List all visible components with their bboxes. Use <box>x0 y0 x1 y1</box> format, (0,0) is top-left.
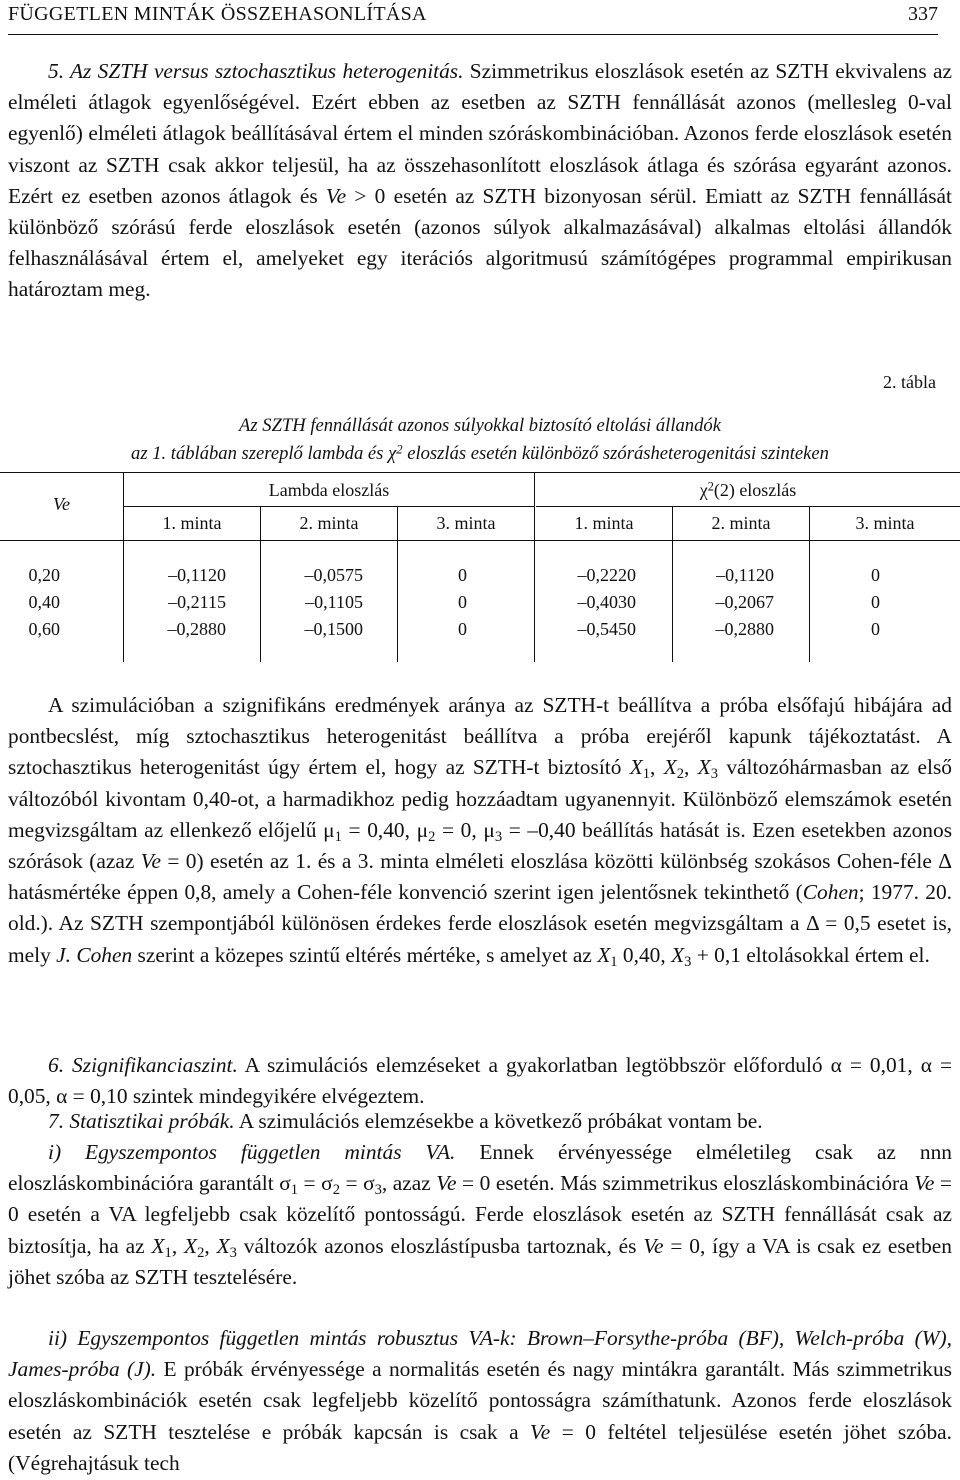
table-top-rule <box>0 472 960 473</box>
running-title: FÜGGETLEN MINTÁK ÖSSZEHASONLÍTÁSA <box>8 3 427 25</box>
table-cell: –0,1120 <box>168 565 226 585</box>
group-header-chi2: $\chi^2(2)$ eloszlás <box>699 479 797 500</box>
sub-header: 1. minta <box>574 513 634 533</box>
sub-header: 2. minta <box>299 513 359 533</box>
table-cell: –0,5450 <box>577 619 636 639</box>
paragraph-i-oneway-anova: i) Egyszempontos független mintás VA. Ennek érvényessége elméletileg csak az nnn eloszláskombinációra garantált $\sigma_1 = \sigma_2 = \sigma_3$, azaz Ve = 0 esetén. Más szimmetrikus eloszláskombinációra Ve = 0 esetén a VA legfeljebb csak közelítő pontosságú. Ferde eloszlások esetén az SZTH fennállását csak az biztosítja, ha az $X_1$, $X_2$, $X_3$ változók azonos eloszlástípusba tartoznak, és Ve = 0, így a VA is csak ez esetben jöhet szóba az SZTH tesztelésére. <box>8 1140 952 1289</box>
section-heading: ii) Egyszempontos független mintás robusztus VA-k: Brown–Forsythe-próba (BF), Welch-próba (W), James-próba (J). <box>8 1326 952 1382</box>
sub-header: 2. minta <box>711 513 771 533</box>
section-heading: 5. Az SZTH versus sztochasztikus heterogenitás. <box>48 59 464 83</box>
table-cell: –0,1120 <box>716 565 774 585</box>
section-heading: 6. Szignifikanciaszint. <box>48 1053 238 1077</box>
table-cell: 0 <box>871 565 880 585</box>
section-heading: i) Egyszempontos független mintás VA. <box>48 1140 456 1164</box>
table-cell: –0,2880 <box>167 619 226 639</box>
table-row-ve: 0,40 <box>28 592 60 612</box>
group-header-lambda: Lambda eloszlás <box>268 480 390 500</box>
paragraph-7-statistical-tests: 7. Statisztikai próbák. A szimulációs elemzésekbe a következő próbákat vontam be. <box>48 1109 763 1133</box>
table-cell: 0 <box>458 592 467 612</box>
paragraph-6-significance-level: 6. Szignifikanciaszint. A szimulációs elemzéseket a gyakorlatban legtöbbször előforduló α = 0,01, α = 0,05, α = 0,10 szintek mindegyikére elvégeztem. <box>8 1053 953 1109</box>
sub-header: 3. minta <box>436 513 496 533</box>
table-cell: 0 <box>871 592 880 612</box>
table-caption-line-2: az 1. táblában szereplő lambda és $\chi^2$ eloszlás esetén különböző szórásheterogenitási szinteken <box>131 442 829 464</box>
sub-header: 1. minta <box>162 513 222 533</box>
header-bottom-rule <box>0 540 960 541</box>
col-rule <box>534 472 535 662</box>
table-cell: –0,2220 <box>577 565 636 585</box>
table-cell: –0,4030 <box>577 592 636 612</box>
table-cell: 0 <box>458 619 467 639</box>
page-number: 337 <box>908 3 938 25</box>
group1-rule <box>124 506 534 507</box>
table-cell: 0 <box>871 619 880 639</box>
table-cell: –0,2067 <box>715 592 774 612</box>
sub-header: 3. minta <box>855 513 915 533</box>
table-number: 2. tábla <box>883 372 936 392</box>
running-header <box>8 0 938 36</box>
table-cell: 0 <box>458 565 467 585</box>
col-header-ve: Ve <box>53 494 70 514</box>
header-rule <box>8 34 938 35</box>
paragraph-ii-robust-anova: ii) Egyszempontos független mintás robusztus VA-k: Brown–Forsythe-próba (BF), Welch-próba (W), James-próba (J). E próbák érvényessége a normalitás esetén és nagy mintákra garantált. Más szimmetrikus eloszláskombinációk esetén csak legfeljebb közelítő pontosságra számíthatunk. Azonos ferde eloszlások esetén az SZTH tesztelése e próbák kapcsán is csak a Ve = 0 feltétel teljesülése esetén jöhet szóba. (Végrehajtásuk tech <box>8 1326 953 1475</box>
group2-rule <box>536 506 960 507</box>
table-cell: –0,1500 <box>304 619 363 639</box>
table-cell: –0,0575 <box>304 565 363 585</box>
table-cell: –0,2880 <box>715 619 774 639</box>
table-cell: –0,1105 <box>305 592 363 612</box>
table-caption-line-1: Az SZTH fennállását azonos súlyokkal biztosító eltolási állandók <box>239 415 721 436</box>
table-row-ve: 0,20 <box>28 565 60 585</box>
section-heading: 7. Statisztikai próbák. <box>48 1109 235 1133</box>
paragraph-5-szth-vs-heterogeneity: 5. Az SZTH versus sztochasztikus heterogenitás. Szimmetrikus eloszlások esetén az SZTH ekvivalens az elméleti átlagok egyenlőségével. Ezért ebben az esetben az SZTH fennállását azonos (mellesleg 0-val egyenlő) elméleti átlagok beállításával értem el minden szóráskombinációban. Azonos ferde eloszlások esetén viszont az SZTH csak akkor teljesül, ha az összehasonlított eloszlások átlaga és szórása egyaránt azonos. Ezért ez esetben azonos átlagok és Ve > 0 esetén az SZTH bizonyosan sérül. Emiatt az SZTH fennállását különböző szórású ferde eloszlások esetén (azonos súlyok alkalmazásával) alkalmas eltolási állandók felhasználásával értem el, amelyeket egy iterációs algoritmusú számítógépes programmal empirikusan határoztam meg. <box>8 59 952 302</box>
paragraph-simulation-results: A szimulációban a szignifikáns eredmények aránya az SZTH-t beállítva a próba elsőfajú hibájára ad pontbecslést, míg sztochasztikus heterogenitást beállítva a próba erejéről kapunk tájékoztatást. A sztochasztikus heterogenitást úgy értem el, hogy az SZTH-t biztosító $X_1$, $X_2$, $X_3$ változóhármasban az első változóból kivontam 0,40-ot, a harmadikhoz pedig hozzáadtam ugyanennyit. Különböző elemszámok esetén megvizsgáltam az ellenkező előjelű $\mu_1 = 0,40$, $\mu_2 = 0$, $\mu_3 = -0,40$ beállítás hatását is. Ezen esetekben azonos szórások (azaz Ve = 0) esetén az 1. és a 3. minta elméleti eloszlása közötti különbség szokásos Cohen-féle Δ hatásmértéke éppen 0,8, amely a Cohen-féle konvenció szerint igen jelentősnek tekinthető (Cohen; 1977. 20. old.). Az SZTH szempontjából különösen érdekes ferde eloszlások esetén megvizsgáltam a Δ = 0,5 esetet is, mely J. Cohen szerint a közepes szintű eltérés mértéke, s amelyet az $X_1$ 0,40, $X_3 + 0,1$ eltolásokkal értem el. <box>8 693 953 970</box>
table-cell: –0,2115 <box>168 592 226 612</box>
table-row-ve: 0,60 <box>28 619 60 639</box>
